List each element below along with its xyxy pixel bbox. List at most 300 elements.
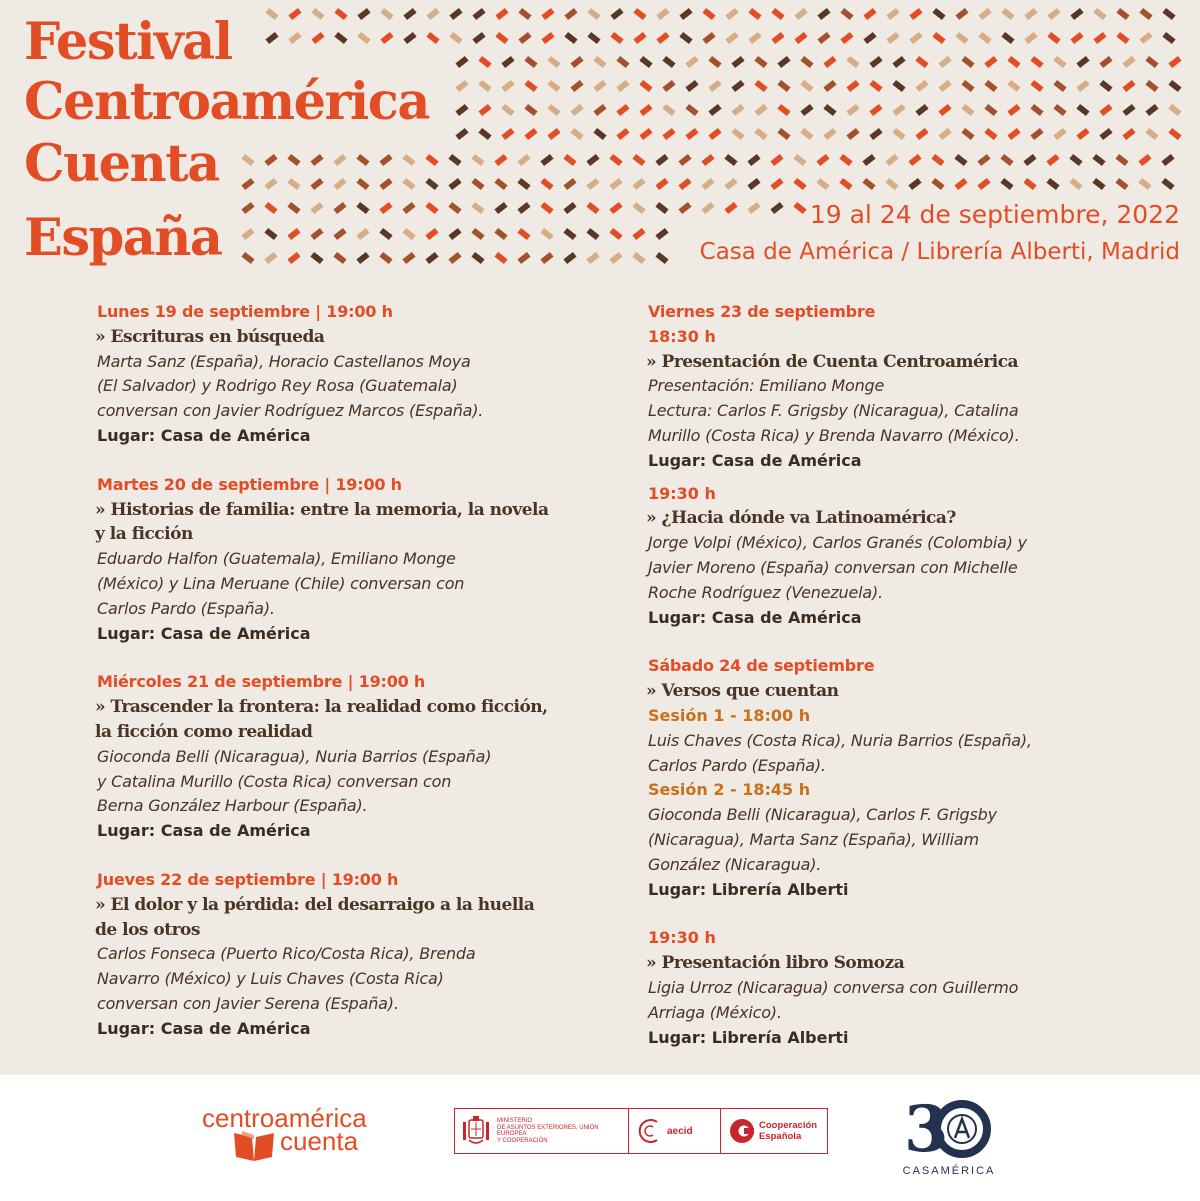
pattern-tile — [1092, 154, 1105, 166]
pattern-tile — [892, 104, 905, 116]
pattern-tile — [978, 8, 991, 20]
pattern-tile — [517, 178, 530, 190]
pattern-tile — [632, 178, 645, 190]
pattern-tile — [310, 154, 323, 166]
pattern-tile — [402, 154, 415, 166]
festival-venues: Casa de América / Librería Alberti, Madrid — [699, 239, 1180, 265]
pattern-tile — [517, 202, 530, 214]
pattern-tile — [823, 80, 836, 92]
open-book-icon — [232, 1129, 276, 1163]
pattern-tile — [1024, 32, 1037, 44]
pattern-tile — [563, 154, 576, 166]
pattern-tile — [241, 228, 254, 240]
pattern-tile — [1116, 8, 1129, 20]
aecid-c-icon — [637, 1116, 663, 1146]
pattern-tile — [472, 8, 485, 20]
pattern-tile — [586, 178, 599, 190]
pattern-tile — [777, 56, 790, 68]
pattern-tile — [1099, 128, 1112, 140]
pattern-tile — [593, 80, 606, 92]
event-description: Presentación: Emiliano Monge Lectura: Carlos F. Grigsby (Nicaragua), Catalina Murillo (Costa Rica) y Brenda Navarro (México). — [648, 376, 1020, 445]
pattern-tile — [1116, 32, 1129, 44]
pattern-tile — [863, 8, 876, 20]
pattern-tile — [616, 56, 629, 68]
pattern-tile — [1161, 154, 1174, 166]
pattern-tile — [1076, 128, 1089, 140]
event-place: Lugar: Casa de América — [97, 1018, 311, 1038]
pattern-tile — [380, 32, 393, 44]
pattern-tile — [517, 154, 530, 166]
pattern-tile — [869, 128, 882, 140]
pattern-tile — [1099, 56, 1112, 68]
pattern-tile — [495, 8, 508, 20]
pattern-tile — [587, 32, 600, 44]
pattern-tile — [478, 56, 491, 68]
pattern-tile — [846, 56, 859, 68]
pattern-tile — [379, 252, 392, 264]
event-description: Luis Chaves (Costa Rica), Nuria Barrios (España), Carlos Pardo (España). — [648, 730, 1032, 775]
pattern-tile — [564, 8, 577, 20]
pattern-tile — [984, 56, 997, 68]
pattern-tile — [1030, 56, 1043, 68]
pattern-tile — [494, 228, 507, 240]
pattern-tile — [938, 128, 951, 140]
pattern-tile — [1122, 80, 1135, 92]
pattern-tile — [541, 8, 554, 20]
coat-of-arms-icon — [461, 1114, 491, 1148]
pattern-tile — [1145, 128, 1158, 140]
pattern-tile — [426, 32, 439, 44]
pattern-tile — [1000, 154, 1013, 166]
pattern-tile — [593, 56, 606, 68]
pattern-tile — [685, 104, 698, 116]
pattern-tile — [1023, 154, 1036, 166]
pattern-tile — [287, 228, 300, 240]
event-heading: Sábado 24 de septiembre — [648, 656, 875, 676]
pattern-tile — [570, 80, 583, 92]
pattern-tile — [310, 252, 323, 264]
pattern-tile — [885, 178, 898, 190]
pattern-tile — [1093, 32, 1106, 44]
pattern-tile — [1053, 128, 1066, 140]
pattern-tile — [938, 104, 951, 116]
pattern-tile — [885, 154, 898, 166]
pattern-tile — [747, 202, 760, 214]
pattern-tile — [540, 202, 553, 214]
festival-dates: 19 al 24 de septiembre, 2022 — [809, 200, 1180, 229]
pattern-tile — [655, 154, 668, 166]
pattern-tile — [288, 32, 301, 44]
pattern-tile — [586, 252, 599, 264]
event-place: Lugar: Librería Alberti — [648, 1027, 849, 1047]
pattern-tile — [886, 32, 899, 44]
pattern-tile — [1007, 128, 1020, 140]
pattern-tile — [794, 32, 807, 44]
pattern-tile — [1023, 178, 1036, 190]
pattern-tile — [547, 128, 560, 140]
pattern-tile — [1122, 104, 1135, 116]
pattern-tile — [754, 56, 767, 68]
pattern-tile — [892, 128, 905, 140]
pattern-tile — [448, 202, 461, 214]
cooperacion-espanola-logo: Cooperación Española — [721, 1109, 827, 1153]
pattern-tile — [403, 8, 416, 20]
event-description: Gioconda Belli (Nicaragua), Carlos F. Grigsby (Nicaragua), Marta Sanz (España), William González (Nicaragua). — [648, 805, 997, 874]
pattern-tile — [817, 8, 830, 20]
pattern-tile — [846, 128, 859, 140]
pattern-tile — [609, 228, 622, 240]
pattern-tile — [1070, 32, 1083, 44]
pattern-tile — [287, 154, 300, 166]
event-heading: Miércoles 21 de septiembre | 19:00 h — [97, 672, 426, 692]
aecid-logo: aecid — [629, 1109, 721, 1153]
pattern-tile — [846, 104, 859, 116]
session-label: Sesión 1 - 18:00 h — [648, 705, 811, 725]
pattern-tile — [632, 202, 645, 214]
pattern-tile — [731, 80, 744, 92]
pattern-tile — [540, 228, 553, 240]
pattern-tile — [1162, 32, 1175, 44]
pattern-tile — [800, 128, 813, 140]
pattern-tile — [310, 178, 323, 190]
event-description: Marta Sanz (España), Horacio Castellanos Moya (El Salvador) y Rodrigo Rey Rosa (Guatemala) conversan con Javier Rodríguez Marcos (España). — [97, 351, 484, 421]
pattern-tile — [823, 128, 836, 140]
pattern-tile — [471, 252, 484, 264]
pattern-tile — [961, 104, 974, 116]
pattern-tile — [524, 56, 537, 68]
pattern-tile — [685, 80, 698, 92]
pattern-tile — [839, 178, 852, 190]
event-place: Lugar: Casa de América — [648, 607, 862, 627]
pattern-tile — [448, 154, 461, 166]
event-description: Gioconda Belli (Nicaragua), Nuria Barrios (España) y Catalina Murillo (Costa Rica) conversan con Berna González Harbour (España). — [97, 746, 492, 816]
pattern-tile — [977, 154, 990, 166]
pattern-tile — [494, 202, 507, 214]
pattern-tile — [524, 128, 537, 140]
pattern-tile — [593, 128, 606, 140]
schedule-left-column — [97, 300, 557, 1042]
pattern-tile — [662, 56, 675, 68]
pattern-tile — [501, 80, 514, 92]
event-title: » Presentación libro Somoza — [646, 953, 905, 974]
schedule-right-column — [648, 300, 1118, 1050]
pattern-tile — [685, 56, 698, 68]
event-title: » El dolor y la pérdida: del desarraigo a la huella de los otros — [95, 894, 535, 940]
pattern-tile — [938, 80, 951, 92]
pattern-tile — [954, 178, 967, 190]
pattern-tile — [334, 8, 347, 20]
footer-logos — [0, 1075, 1200, 1201]
casa-america-30-logo — [904, 1089, 996, 1165]
pattern-tile — [333, 154, 346, 166]
pattern-tile — [616, 104, 629, 116]
pattern-tile — [1138, 154, 1151, 166]
pattern-tile — [264, 252, 277, 264]
pattern-tile — [977, 178, 990, 190]
pattern-tile — [379, 178, 392, 190]
pattern-tile — [731, 128, 744, 140]
pattern-tile — [471, 202, 484, 214]
pattern-tile — [333, 228, 346, 240]
pattern-tile — [455, 80, 468, 92]
pattern-tile — [678, 202, 691, 214]
pattern-tile — [501, 56, 514, 68]
festival-title-line-1: Festival — [24, 12, 232, 72]
pattern-tile — [961, 128, 974, 140]
pattern-tile — [632, 154, 645, 166]
pattern-tile — [1030, 104, 1043, 116]
pattern-tile — [1139, 32, 1152, 44]
pattern-tile — [909, 32, 922, 44]
pattern-tile — [639, 56, 652, 68]
pattern-tile — [448, 252, 461, 264]
pattern-tile — [541, 32, 554, 44]
pattern-tile — [517, 252, 530, 264]
pattern-tile — [1115, 154, 1128, 166]
pattern-tile — [563, 252, 576, 264]
pattern-tile — [1168, 104, 1181, 116]
pattern-tile — [570, 104, 583, 116]
pattern-tile — [425, 178, 438, 190]
event-description: Ligia Urroz (Nicaragua) conversa con Guillermo Arriaga (México). — [648, 977, 1019, 1022]
pattern-tile — [425, 154, 438, 166]
event-place: Lugar: Casa de América — [97, 425, 311, 445]
pattern-tile — [402, 252, 415, 264]
pattern-tile — [724, 178, 737, 190]
pattern-tile — [563, 202, 576, 214]
casa-america-caption: CASAMÉRICA — [902, 1165, 996, 1177]
pattern-tile — [793, 202, 806, 214]
pattern-tile — [586, 202, 599, 214]
casa-number: 3 — [904, 1092, 949, 1165]
pattern-tile — [425, 202, 438, 214]
pattern-tile — [1030, 128, 1043, 140]
pattern-tile — [593, 104, 606, 116]
event-time: 19:30 h — [648, 928, 716, 948]
event-time: 18:30 h — [648, 326, 716, 346]
pattern-tile — [1168, 80, 1181, 92]
pattern-tile — [794, 8, 807, 20]
pattern-tile — [311, 32, 324, 44]
pattern-tile — [777, 80, 790, 92]
event-place: Lugar: Casa de América — [97, 623, 311, 643]
pattern-tile — [333, 202, 346, 214]
pattern-tile — [862, 178, 875, 190]
pattern-tile — [241, 202, 254, 214]
pattern-tile — [241, 154, 254, 166]
pattern-tile — [518, 8, 531, 20]
pattern-tile — [823, 56, 836, 68]
event-description: Carlos Fonseca (Puerto Rico/Costa Rica), Brenda Navarro (México) y Luis Chaves (Costa Rica) conversan con Javier Serena (España). — [97, 944, 476, 1013]
pattern-tile — [356, 228, 369, 240]
pattern-tile — [265, 8, 278, 20]
pattern-tile — [547, 80, 560, 92]
pattern-tile — [1030, 80, 1043, 92]
pattern-tile — [540, 178, 553, 190]
pattern-tile — [662, 104, 675, 116]
pattern-tile — [402, 202, 415, 214]
pattern-tile — [448, 178, 461, 190]
pattern-tile — [478, 104, 491, 116]
pattern-tile — [869, 104, 882, 116]
pattern-tile — [701, 154, 714, 166]
pattern-tile — [455, 56, 468, 68]
event-friday — [648, 300, 1118, 630]
pattern-tile — [771, 32, 784, 44]
pattern-tile — [1024, 8, 1037, 20]
event-title: » Versos que cuentan — [646, 681, 839, 702]
pattern-tile — [724, 154, 737, 166]
event-place: Lugar: Casa de América — [97, 821, 311, 841]
pattern-tile — [800, 104, 813, 116]
event-heading: Viernes 23 de septiembre — [648, 302, 876, 321]
pattern-tile — [725, 8, 738, 20]
pattern-tile — [633, 8, 646, 20]
pattern-tile — [1069, 154, 1082, 166]
pattern-tile — [633, 32, 646, 44]
pattern-tile — [1099, 104, 1112, 116]
pattern-tile — [547, 104, 560, 116]
event-heading: Martes 20 de septiembre | 19:00 h — [97, 474, 402, 494]
pattern-tile — [379, 154, 392, 166]
pattern-tile — [1145, 80, 1158, 92]
pattern-tile — [357, 8, 370, 20]
pattern-tile — [587, 8, 600, 20]
pattern-tile — [915, 80, 928, 92]
pattern-tile — [540, 252, 553, 264]
pattern-tile — [471, 154, 484, 166]
pattern-tile — [609, 202, 622, 214]
pattern-tile — [955, 8, 968, 20]
pattern-tile — [770, 178, 783, 190]
pattern-tile — [708, 128, 721, 140]
pattern-tile — [662, 128, 675, 140]
pattern-tile — [961, 80, 974, 92]
event-place: Lugar: Librería Alberti — [648, 879, 849, 899]
pattern-tile — [449, 8, 462, 20]
pattern-tile — [1076, 80, 1089, 92]
pattern-tile — [839, 154, 852, 166]
pattern-tile — [616, 80, 629, 92]
pattern-tile — [678, 154, 691, 166]
pattern-tile — [1162, 8, 1175, 20]
pattern-tile — [264, 228, 277, 240]
event-tuesday — [97, 473, 557, 647]
pattern-tile — [586, 228, 599, 240]
pattern-tile — [1139, 8, 1152, 20]
pattern-tile — [955, 32, 968, 44]
event-time: 19:30 h — [648, 483, 716, 503]
pattern-tile — [610, 32, 623, 44]
pattern-tile — [701, 202, 714, 214]
pattern-tile — [1046, 154, 1059, 166]
pattern-tile — [685, 128, 698, 140]
pattern-tile — [747, 154, 760, 166]
pattern-tile — [823, 104, 836, 116]
pattern-tile — [379, 228, 392, 240]
pattern-tile — [655, 202, 668, 214]
pattern-tile — [708, 56, 721, 68]
pattern-tile — [570, 56, 583, 68]
pattern-tile — [524, 80, 537, 92]
event-description: Eduardo Halfon (Guatemala), Emiliano Monge (México) y Lina Meruane (Chile) conversan con Carlos Pardo (España). — [97, 549, 465, 618]
pattern-tile — [609, 178, 622, 190]
pattern-tile — [639, 104, 652, 116]
pattern-tile — [748, 8, 761, 20]
pattern-tile — [771, 8, 784, 20]
pattern-tile — [793, 178, 806, 190]
pattern-tile — [310, 228, 323, 240]
pattern-tile — [609, 154, 622, 166]
pattern-tile — [570, 128, 583, 140]
pattern-tile — [494, 252, 507, 264]
event-wednesday — [97, 670, 557, 844]
event-title: » Escrituras en búsqueda — [95, 326, 325, 347]
pattern-tile — [1138, 178, 1151, 190]
pattern-tile — [1070, 8, 1083, 20]
pattern-tile — [1099, 80, 1112, 92]
pattern-tile — [478, 128, 491, 140]
pattern-tile — [455, 128, 468, 140]
pattern-tile — [1115, 178, 1128, 190]
pattern-tile — [310, 202, 323, 214]
pattern-tile — [287, 252, 300, 264]
pattern-tile — [547, 56, 560, 68]
pattern-tile — [1053, 80, 1066, 92]
pattern-tile — [356, 202, 369, 214]
pattern-tile — [869, 80, 882, 92]
pattern-tile — [701, 178, 714, 190]
pattern-tile — [1053, 104, 1066, 116]
pattern-tile — [334, 32, 347, 44]
event-saturday — [648, 654, 1118, 1050]
pattern-tile — [356, 154, 369, 166]
centroamerica-cuenta-logo: centroamérica cuenta — [202, 1107, 367, 1153]
pattern-tile — [725, 32, 738, 44]
pattern-tile — [563, 228, 576, 240]
pattern-tile — [908, 154, 921, 166]
pattern-tile — [892, 80, 905, 92]
pattern-tile — [524, 104, 537, 116]
pattern-tile — [984, 104, 997, 116]
cooperacion-icon — [729, 1118, 755, 1144]
pattern-tile — [1168, 128, 1181, 140]
pattern-tile — [892, 56, 905, 68]
pattern-tile — [288, 8, 301, 20]
pattern-tile — [770, 202, 783, 214]
pattern-tile — [655, 228, 668, 240]
event-title: » Historias de familia: entre la memoria, la novela y la ficción — [95, 499, 549, 545]
pattern-tile — [840, 32, 853, 44]
pattern-tile — [984, 128, 997, 140]
pattern-tile — [609, 252, 622, 264]
pattern-tile — [679, 8, 692, 20]
pattern-tile — [1145, 104, 1158, 116]
pattern-tile — [1046, 178, 1059, 190]
event-monday — [97, 300, 557, 449]
pattern-tile — [455, 104, 468, 116]
pattern-tile — [869, 56, 882, 68]
pattern-tile — [800, 80, 813, 92]
pattern-tile — [731, 56, 744, 68]
pattern-tile — [517, 228, 530, 240]
pattern-tile — [564, 32, 577, 44]
pattern-tile — [984, 80, 997, 92]
pattern-tile — [1001, 8, 1014, 20]
pattern-tile — [540, 154, 553, 166]
pattern-tile — [961, 56, 974, 68]
pattern-tile — [846, 80, 859, 92]
